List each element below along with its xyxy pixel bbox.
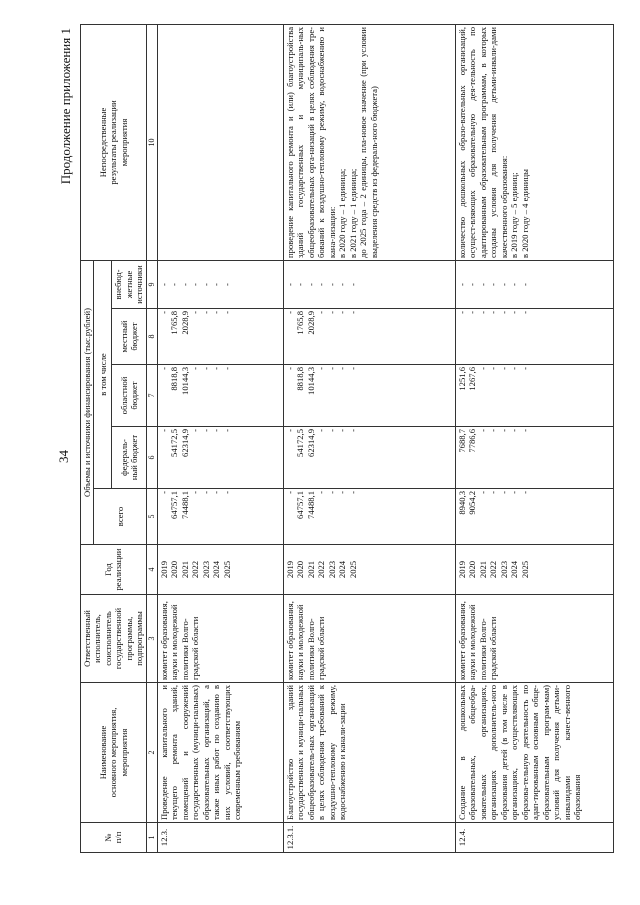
row-name: Проведение капитального и текущего ремонта зданий, помещений и сооружений государственных (муници-пальных) образовательных организаций, а также иных работ по созданию в них условий, соответствующих современным требованиям: [157, 683, 283, 823]
table-row: [157, 24, 283, 852]
row-local: - 1765,8 2028,9 - - - -: [157, 309, 283, 365]
row-num: 12.4.: [455, 823, 613, 853]
row-local: - 1765,8 2028,9 - - - -: [283, 309, 455, 365]
row-federal: 7688,7 7786,6 - - - - -: [455, 427, 613, 489]
row-num: 12.3.: [157, 823, 283, 853]
header-including: в том числе: [94, 260, 112, 488]
header-year: Год реализации: [81, 545, 147, 595]
column-index-row: [146, 24, 157, 852]
col-index: 3: [146, 595, 157, 683]
col-index: 5: [146, 489, 157, 545]
header-extra: внебюд- жетные источники: [112, 260, 146, 308]
row-total: - 64757,1 74488,1 - - - -: [157, 489, 283, 545]
row-years: 2019 2020 2021 2022 2023 2024 2025: [157, 545, 283, 595]
row-results: количество дошкольных образо-вательных организаций, осущест-вляющих образовательную дея-тельность по адаптированным образовательным программам, в которых созданы условия для получения детьми-инвали-дами качественного образования: в 2019 году – 5 единиц; в 2020 году – 4 единицы: [455, 24, 613, 260]
col-index: 2: [146, 683, 157, 823]
row-results: [157, 24, 283, 260]
header-total: всего: [94, 489, 146, 545]
row-extra: - - - - - - -: [455, 260, 613, 308]
row-name: Благоустройство зданий государственных и муници-пальных общеобразователь-ных организаций в целях соблюдения требований к воздушно-тепловому режиму, водоснабжению и канали-зации: [283, 683, 455, 823]
row-num: 12.3.1.: [283, 823, 455, 853]
row-executor: комитет образования, науки и молодежной политики Волго-градской области: [455, 595, 613, 683]
row-years: 2019 2020 2021 2022 2023 2024 2025: [283, 545, 455, 595]
row-extra: - - - - - - -: [283, 260, 455, 308]
row-total: 8940,3 9054,2 - - - - -: [455, 489, 613, 545]
row-executor: комитет образования, науки и молодежной политики Волго-градской области: [283, 595, 455, 683]
row-federal: - 54172,5 62314,9 - - - -: [157, 427, 283, 489]
header-local: местный бюджет: [112, 309, 146, 365]
col-index: 8: [146, 309, 157, 365]
row-regional: - 8818,8 10144,3 - - - -: [283, 365, 455, 427]
header-results: Непосредственные результаты реализации мероприятия: [81, 24, 147, 260]
appendix-continuation: Продолжение приложения 1: [58, 28, 73, 185]
row-regional: - 8818,8 10144,3 - - - -: [157, 365, 283, 427]
header-num: № п/п: [81, 823, 147, 853]
funding-table: [80, 24, 614, 853]
col-index: 6: [146, 427, 157, 489]
page-number: 34: [56, 450, 71, 463]
col-index: 4: [146, 545, 157, 595]
row-regional: 1251,6 1267,6 - - - - -: [455, 365, 613, 427]
header-federal: федераль- ный бюджет: [112, 427, 146, 489]
row-years: 2019 2020 2021 2022 2023 2024 2025: [455, 545, 613, 595]
row-results: проведение капитального ремонта и (или) благоустройства зданий государственных и муниципаль-ных общеобразовательных орга-низаций в целях соблюдения тре-бований к воздушно-тепловому режиму, водоснабжению и кана-лизации: в 2020 году – 1 единица; в 2021 году – 1 единица; до 2025 года – 2 единицы, пла-новое значение (при условии выделения средств из федераль-ного бюджета): [283, 24, 455, 260]
row-total: - 64757,1 74488,1 - - - -: [283, 489, 455, 545]
row-executor: комитет образования, науки и молодежной политики Волго-градской области: [157, 595, 283, 683]
header-funding: Объемы и источники финансирования (тыс.рублей): [81, 260, 94, 544]
col-index: 9: [146, 260, 157, 308]
row-local: - - - - - - -: [455, 309, 613, 365]
col-index: 7: [146, 365, 157, 427]
row-extra: - - - - - - -: [157, 260, 283, 308]
header-regional: областной бюджет: [112, 365, 146, 427]
col-index: 1: [146, 823, 157, 853]
row-federal: - 54172,5 62314,9 - - - -: [283, 427, 455, 489]
header-executor: Ответственный исполнитель, соисполнитель государственной программы, подпрограммы: [81, 595, 147, 683]
table-row: [283, 24, 455, 852]
col-index: 10: [146, 24, 157, 260]
header-name: Наименование основного мероприятия, мероприятия: [81, 683, 147, 823]
row-name: Создание в дошкольных образовательных, общеобра-зовательных организациях, организациях дополнитель-ного образования детей (в том числе в организациях, осуществляющих образова-тельную деятельность по адап-тированным основным обще-образовательным програм-мам) условий для получения детьми-инвалидами качест-венного образования: [455, 683, 613, 823]
table-row: [455, 24, 613, 852]
